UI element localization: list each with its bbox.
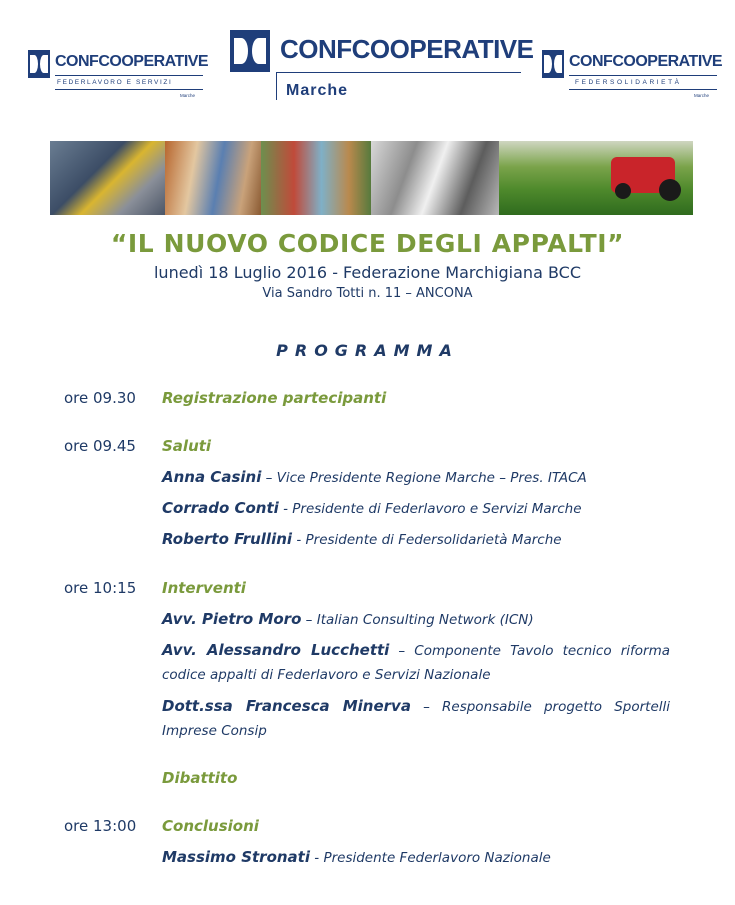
logo-federation-name: FEDERSOLIDARIETÀ [575,79,682,86]
logo-rule [55,75,203,76]
speaker-role: - Presidente di Federlavoro e Servizi Marche [278,501,582,517]
schedule-item-label: Conclusioni [162,817,259,835]
lawnmower-wheel [615,183,631,199]
speaker-line [162,499,582,517]
speaker-name: Dott.ssa Francesca Minerva [162,697,411,715]
logo-federsolidarieta [542,46,723,102]
logo-wordmark: CONFCOOPERATIVE [569,53,723,70]
banner-photo-classroom [261,141,371,215]
schedule-item-label: Registrazione partecipanti [162,389,387,407]
logo-region: Marche [286,82,349,99]
speaker-name: Avv. Alessandro Lucchetti [162,641,390,659]
event-date-venue: lunedì 18 Luglio 2016 - Federazione Marchigiana BCC [153,263,581,282]
logo-rule [276,72,521,73]
logo-rule [569,89,717,90]
schedule-item-label: Interventi [162,579,246,597]
logo-region: Marche [694,93,710,98]
speaker-line [162,468,587,486]
speaker-name: Corrado Conti [162,499,279,517]
banner-photo-worker-helmet [50,141,165,215]
schedule-time: ore 09.45 [64,437,136,455]
photo-banner [50,141,693,215]
schedule-time: ore 13:00 [64,817,137,835]
logo-federation-name: FEDERLAVORO E SERVIZI [57,79,173,86]
logo-rule [569,75,717,76]
logo-rule [55,89,203,90]
schedule-item-label: Dibattito [162,769,238,787]
speaker-paragraph [162,638,670,687]
speaker-line [162,848,551,866]
schedule-item-label: Saluti [162,437,212,455]
banner-photo-kitchen [371,141,499,215]
logo-federlavoro [28,46,209,102]
speaker-line [162,530,562,548]
lawnmower-wheel [659,179,681,201]
confcooperative-mark-icon [28,50,50,78]
banner-photo-lawnmower [499,141,693,215]
speaker-role: – Componente Tavolo tecnico riforma codice appalti di Federlavoro e Servizi Nazionale [162,643,671,683]
speaker-name: Massimo Stronati [162,848,310,866]
confcooperative-mark-icon [230,30,270,72]
confcooperative-mark-icon [542,50,564,78]
logo-region: Marche [180,93,196,98]
speaker-role: - Presidente di Federsolidarietà Marche [292,532,562,548]
event-title: “IL NUOVO CODICE DEGLI APPALTI” [110,229,625,258]
programma-heading: PROGRAMMA [276,341,459,360]
speaker-name: Anna Casini [162,468,262,486]
speaker-paragraph [162,694,670,743]
schedule-time: ore 10:15 [64,579,137,597]
speaker-name: Avv. Pietro Moro [162,610,302,628]
speaker-role: – Vice Presidente Regione Marche – Pres. ITACA [261,470,587,486]
speaker-role: - Presidente Federlavoro Nazionale [310,850,551,866]
speaker-line [162,610,534,628]
event-address: Via Sandro Totti n. 11 – ANCONA [262,286,473,301]
speaker-role: – Italian Consulting Network (ICN) [301,612,534,628]
speaker-role: – Responsabile progetto Sportelli Imprese Consip [162,699,670,739]
speaker-name: Roberto Frullini [162,530,293,548]
logo-wordmark: CONFCOOPERATIVE [280,34,534,64]
schedule-time: ore 09.30 [64,389,136,407]
logo-vrule [276,72,277,100]
banner-photo-cleaning [165,141,261,215]
logo-wordmark: CONFCOOPERATIVE [55,53,209,70]
logo-confcooperative-marche [230,28,534,104]
